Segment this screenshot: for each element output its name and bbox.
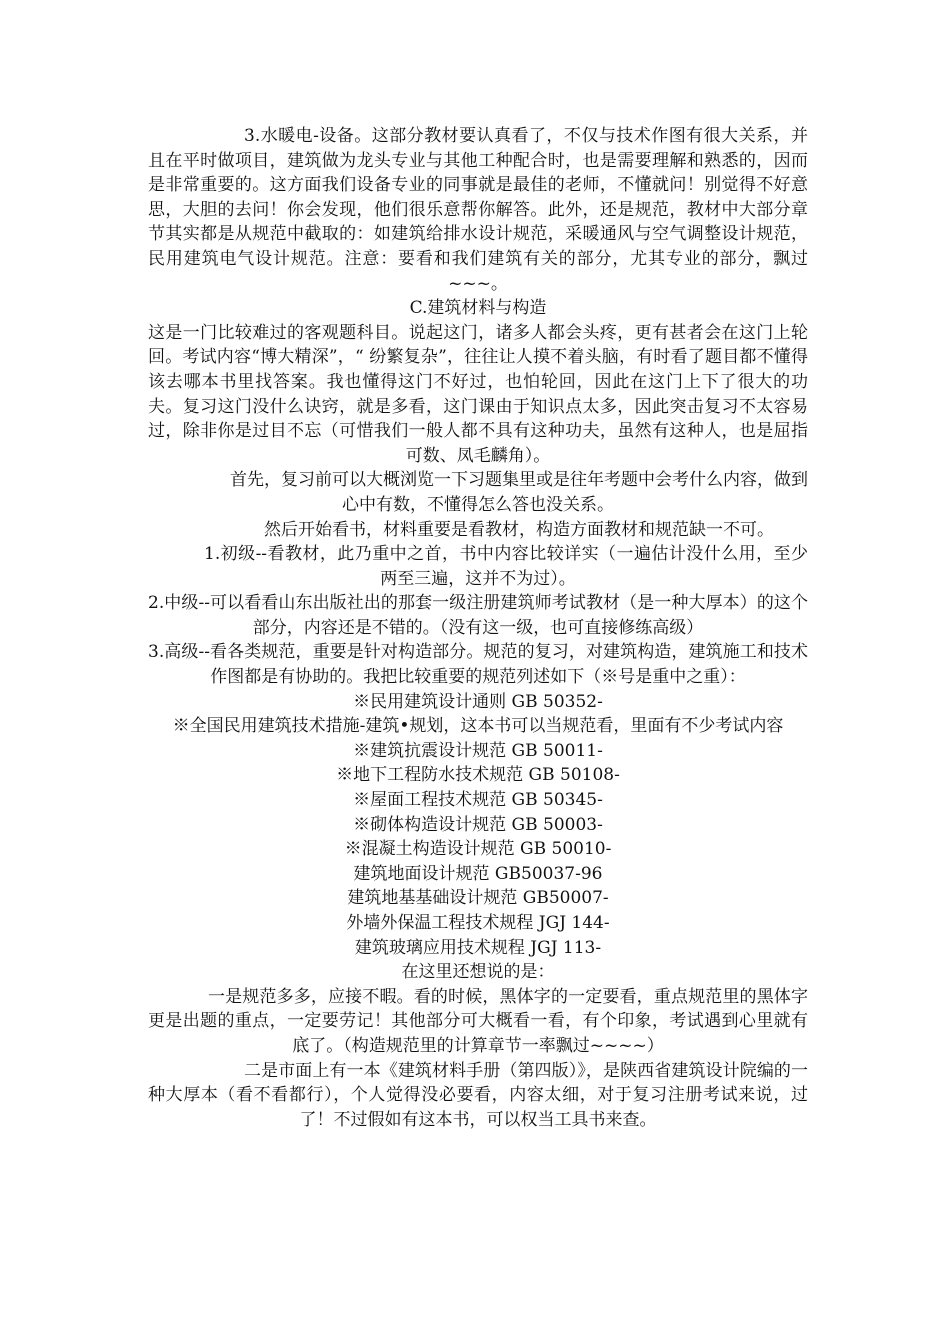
section-heading-c: C.建筑材料与构造 <box>409 298 547 319</box>
spec-item: ※混凝土构造设计规范 GB 50010- <box>344 839 612 860</box>
spec-item: ※地下工程防水技术规范 GB 50108- <box>336 765 620 786</box>
paragraph-materials-intro: 这是一门比较难过的客观题科目。说起这门，诸多人都会头疼，更有甚者会在这门上轮回。考试内容“博大精深”，“ 纷繁复杂”，往往让人摸不着头脑，有时看了题目都不懂得该去哪本书里找答案。我也懂得这门不好过，也怕轮回，因此在这门上下了很大的功夫。复习这门没什么诀窍，就是多看，这门课由于知识点太多，因此突击复习不太容易过，除非你是过目不忘（可惜我们一般人都不具有这种功夫，虽然有这种人，也是屈指可数、凤毛麟角）。 <box>148 322 808 466</box>
spec-item: 外墙外保温工程技术规程 JGJ 144- <box>346 913 610 933</box>
spec-item: ※建筑抗震设计规范 GB 50011- <box>353 740 603 761</box>
paragraph-level-middle: 2.中级--可以看看山东出版社出的那套一级注册建筑师考试教材（是一种大厚本）的这个部分，内容还是不错的。（没有这一级，也可直接修练高级） <box>148 593 808 638</box>
spec-item: ※砌体构造设计规范 GB 50003- <box>353 814 603 835</box>
paragraph-equipment: 3.水暖电-设备。这部分教材要认真看了，不仅与技术作图有很大关系，并且在平时做项目，建筑做为龙头专业与其他工种配合时，也是需要理解和熟悉的，因而是非常重要的。这方面我们设备专业的同事就是最佳的老师，不懂就问！别觉得不好意思，大胆的去问！你会发现，他们很乐意帮你解答。此外，还是规范，教材中大部分章节其实都是从规范中截取的：如建筑给排水设计规范，采暖通风与空气调整设计规范，民用建筑电气设计规范。注意：要看和我们建筑有关的部分，尤其专业的部分，飘过~~~。 <box>148 126 808 294</box>
paragraph-level-advanced: 3.高级--看各类规范，重要是针对构造部分。规范的复习，对建筑构造，建筑施工和技术作图都是有协助的。我把比较重要的规范列述如下（※号是重中之重）： <box>148 642 808 688</box>
spec-item: ※全国民用建筑技术措施-建筑•规划，这本书可以当规范看，里面有不少考试内容 <box>172 716 784 737</box>
paragraph-first-step: 首先，复习前可以大概浏览一下习题集里或是往年考题中会考什么内容，做到心中有数，不懂得怎么答也没关系。 <box>230 470 808 515</box>
spec-item: 建筑地基基础设计规范 GB50007- <box>347 888 609 909</box>
paragraph-then-read: 然后开始看书，材料重要是看教材，构造方面教材和规范缺一不可。 <box>264 519 774 540</box>
spec-item: 建筑地面设计规范 GB50037-96 <box>353 863 603 884</box>
spec-item: ※屋面工程技术规范 GB 50345- <box>353 790 603 811</box>
paragraph-point-one: 一是规范多多，应接不暇。看的时候，黑体字的一定要看，重点规范里的黑体字更是出题的重点，一定要劳记！其他部分可大概看一看，有个印象，考试遇到心里就有底了。（构造规范里的计算章节一率飘过~~~~） <box>148 986 808 1056</box>
paragraph-also-say: 在这里还想说的是： <box>401 962 555 983</box>
paragraph-level-primary: 1.初级--看教材，此乃重中之首，书中内容比较详实（一遍估计没什么用，至少两至三遍，这并不为过）。 <box>204 544 808 589</box>
spec-item: 建筑玻璃应用技术规程 JGJ 113- <box>354 937 602 958</box>
spec-item: ※民用建筑设计通则 GB 50352- <box>353 691 603 712</box>
document-page <box>148 124 808 1132</box>
paragraph-point-two: 二是市面上有一本《建筑材料手册（第四版）》，是陕西省建筑设计院编的一种大厚本（看不看都行），个人觉得没必要看，内容太细，对于复习注册考试来说，过了！不过假如有这本书，可以权当工具书来查。 <box>148 1060 808 1130</box>
